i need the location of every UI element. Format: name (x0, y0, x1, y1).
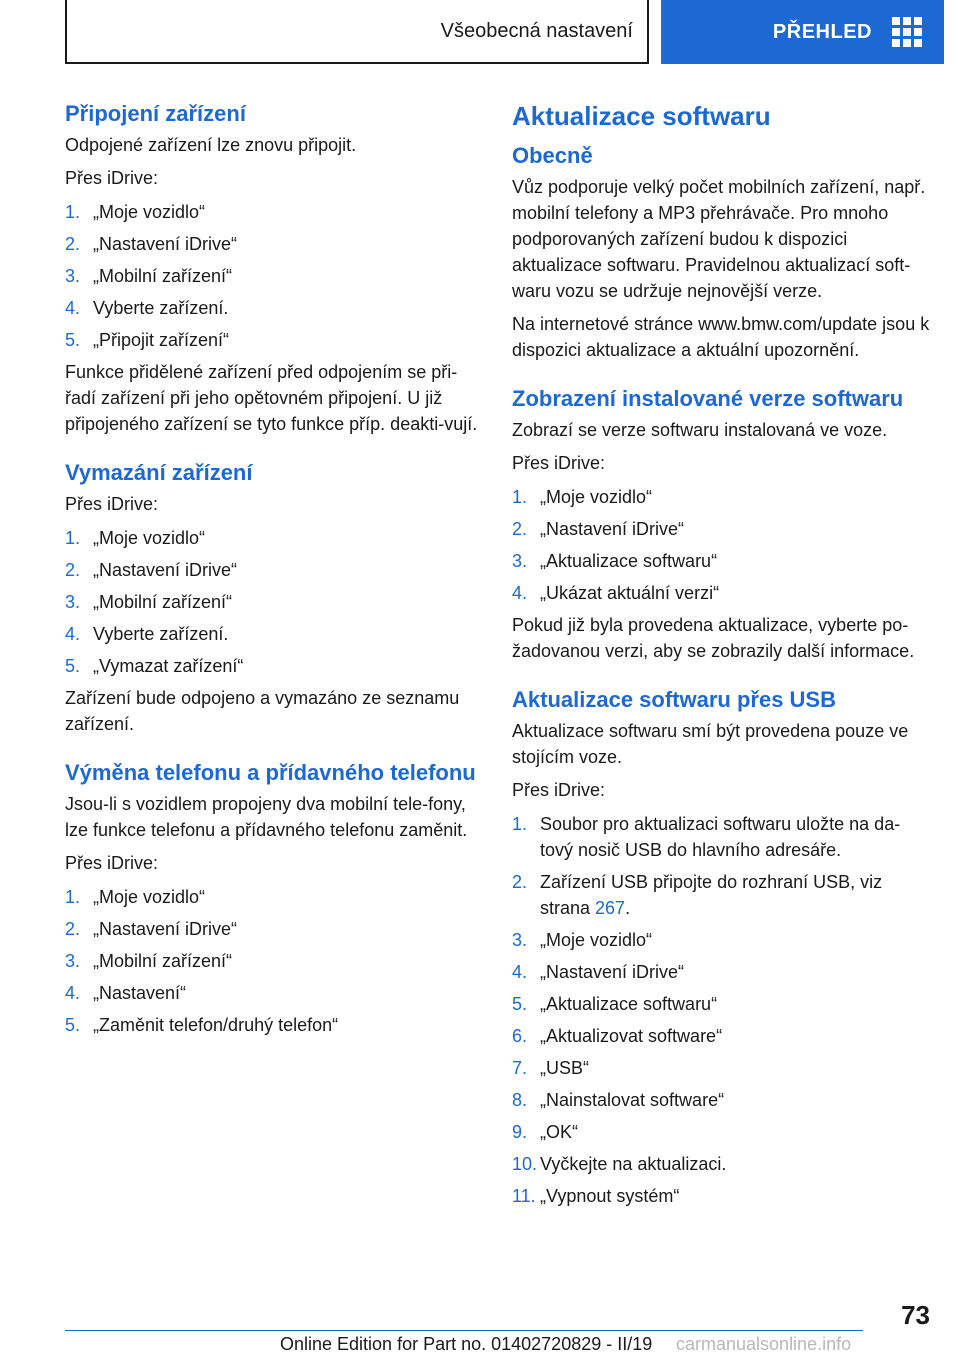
steps-pripojeni (65, 199, 485, 353)
text-via-idrive: Přes iDrive: (65, 853, 159, 873)
steps-vymena (65, 884, 485, 1038)
text-intro-vymena: Jsou-li s vozidlem propojeny dva mobilní tele-fony, lze funkce telefonu a přídavného telefonu zaměnit. (65, 794, 468, 840)
footer-divider (65, 1330, 863, 1331)
list-item: 5. „Zaměnit telefon/druhý telefon“ (65, 1015, 339, 1035)
text-via-idrive: Přes iDrive: (512, 453, 606, 473)
list-item: 9. „OK“ (512, 1122, 578, 1142)
page-number: 73 (901, 1300, 930, 1330)
text-note-pripojeni: Funkce přidělené zařízení před odpojením se při-řadí zařízení při jeho opětovném připojení. U již připojeného zařízení se tyto funkce příp. deakti-vují. (65, 362, 478, 434)
heading-vymena: Výměna telefonu a přídavného telefonu (65, 760, 476, 785)
list-item: 2. „Nastavení iDrive“ (65, 919, 238, 939)
right-column (512, 100, 932, 1215)
text-via-idrive: Přes iDrive: (65, 168, 159, 188)
list-item: 2. „Nastavení iDrive“ (65, 560, 238, 580)
list-item: 2. „Nastavení iDrive“ (512, 519, 685, 539)
list-item: 3. „Aktualizace softwaru“ (512, 551, 718, 571)
page-link-267[interactable]: 267 (595, 898, 626, 918)
list-item: 10. Vyčkejte na aktualizaci. (512, 1154, 727, 1174)
header-section-title: Všeobecná nastavení (440, 19, 633, 42)
text-via-idrive: Přes iDrive: (65, 494, 159, 514)
list-item: 6. „Aktualizovat software“ (512, 1026, 723, 1046)
list-item: 1. „Moje vozidlo“ (65, 887, 206, 907)
list-item: 1. „Moje vozidlo“ (65, 528, 206, 548)
overview-nav-button[interactable] (661, 0, 944, 64)
left-column (65, 100, 485, 1044)
list-item: 3. „Mobilní zařízení“ (65, 266, 233, 286)
list-item: 2. Zařízení USB připojte do rozhraní USB, viz strana 267. (512, 872, 883, 918)
heading-vymazani: Vymazání zařízení (65, 460, 253, 485)
heading-obecne: Obecně (512, 143, 593, 168)
list-item: 1. „Moje vozidlo“ (512, 487, 653, 507)
list-item: 4. Vyberte zařízení. (65, 298, 229, 318)
text-note-verze: Pokud již byla provedena aktualizace, vyberte po-žadovanou verzi, aby se zobrazily další informace. (512, 615, 915, 661)
overview-nav-label: PŘEHLED (772, 20, 872, 43)
steps-vymazani (65, 525, 485, 679)
heading-pripojeni: Připojení zařízení (65, 101, 246, 126)
list-item: 4. Vyberte zařízení. (65, 624, 229, 644)
steps-verze (512, 484, 932, 606)
watermark: carmanualsonline.info (676, 1334, 852, 1354)
list-item: 5. „Aktualizace softwaru“ (512, 994, 718, 1014)
text-intro-pripojeni: Odpojené zařízení lze znovu připojit. (65, 135, 357, 155)
list-item: 2. „Nastavení iDrive“ (65, 234, 238, 254)
header-section-box (65, 0, 649, 64)
list-item: 1. „Moje vozidlo“ (65, 202, 206, 222)
list-item: 5. „Vymazat zařízení“ (65, 656, 244, 676)
steps-usb (512, 811, 932, 1209)
text-intro-verze: Zobrazí se verze softwaru instalovaná ve voze. (512, 420, 888, 440)
footer-edition: Online Edition for Part no. 01402720829 - II/19 (280, 1334, 653, 1354)
heading-zobrazeni-verze: Zobrazení instalované verze softwaru (512, 386, 904, 411)
text-obecne-p2: Na internetové stránce www.bmw.com/update jsou k dispozici aktualizace a aktuální upozornění. (512, 314, 930, 360)
list-item: 4. „Ukázat aktuální verzi“ (512, 583, 720, 603)
list-item: 8. „Nainstalovat software“ (512, 1090, 725, 1110)
list-item: 3. „Mobilní zařízení“ (65, 592, 233, 612)
text-intro-usb: Aktualizace softwaru smí být provedena pouze ve stojícím voze. (512, 721, 909, 767)
list-item: 7. „USB“ (512, 1058, 589, 1078)
list-item: 4. „Nastavení“ (65, 983, 187, 1003)
grid-icon (892, 17, 922, 47)
heading-aktualizace-softwaru: Aktualizace softwaru (512, 101, 771, 131)
text-via-idrive: Přes iDrive: (512, 780, 606, 800)
list-item: 5. „Připojit zařízení“ (65, 330, 230, 350)
list-item: 3. „Moje vozidlo“ (512, 930, 653, 950)
list-item: 3. „Mobilní zařízení“ (65, 951, 233, 971)
text-note-vymazani: Zařízení bude odpojeno a vymazáno ze seznamu zařízení. (65, 688, 460, 734)
list-item: 1. Soubor pro aktualizaci softwaru uložte na da-tový nosič USB do hlavního adresáře. (512, 814, 901, 860)
heading-aktualizace-usb: Aktualizace softwaru přes USB (512, 687, 836, 712)
list-item: 4. „Nastavení iDrive“ (512, 962, 685, 982)
text-obecne-p1: Vůz podporuje velký počet mobilních zařízení, např. mobilní telefony a MP3 přehrávače. Pro mnoho podporovaných zařízení budou k dispozici aktualizace softwaru. Pravidelnou aktualizací soft-waru vozu se udržuje nejnovější verze. (512, 177, 926, 301)
list-item: 11. „Vypnout systém“ (512, 1186, 680, 1206)
step2-text: Zařízení USB připojte do rozhraní USB, viz strana (540, 872, 883, 918)
